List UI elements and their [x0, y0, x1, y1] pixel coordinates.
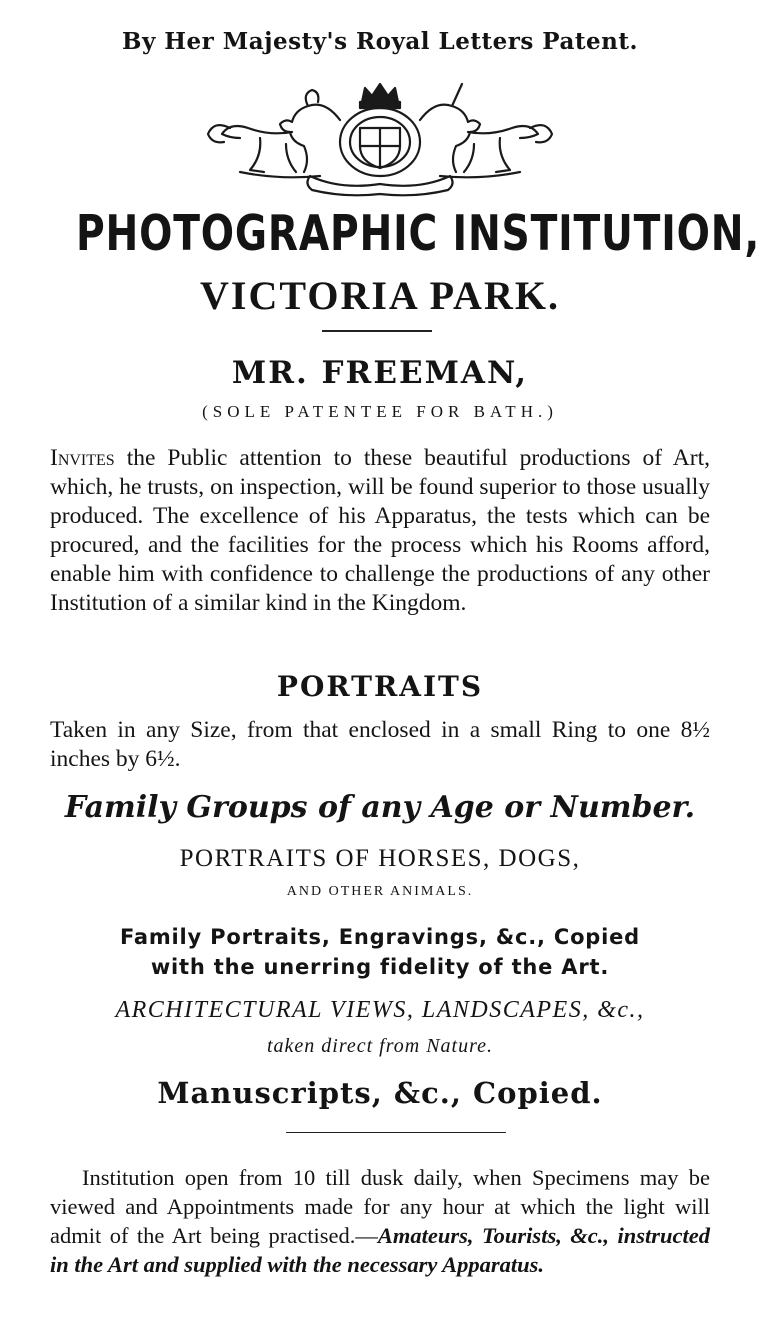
proprietor-role: (SOLE PATENTEE FOR BATH.): [202, 402, 558, 421]
manuscripts-line: Manuscripts, &c., Copied.: [157, 1076, 603, 1110]
royal-coat-of-arms-icon: [200, 80, 560, 198]
intro-paragraph: [50, 444, 710, 618]
closing-text: Institution open from 10 till dusk daily, when Specimens may be viewed and Appointments made for any hour at which the light will admit of the Art being practised.—: [50, 1165, 710, 1248]
portraits-text: Taken in any Size, from that enclosed in a small Ring to one 8½ inches by 6½.: [50, 717, 710, 772]
family-groups-line: Family Groups of any Age or Number.: [64, 790, 696, 825]
patent-line: By Her Majesty's Royal Letters Patent.: [122, 28, 638, 55]
copied-line-1: Family Portraits, Engravings, &c., Copied: [119, 925, 640, 949]
institution-title: PHOTOGRAPHIC INSTITUTION,: [76, 205, 760, 262]
divider: [322, 330, 432, 332]
copied-line-2: with the unerring fidelity of the Art.: [150, 955, 610, 979]
divider: [286, 1132, 506, 1133]
closing-italic-text: Amateurs, Tourists, &c., instructed in the Art and supplied with the necessary Apparatus.: [50, 1223, 711, 1277]
intro-text: the Public attention to these beautiful productions of Art, which, he trusts, on inspection, will be found superior to those usually produced. The excellence of his Apparatus, the tests which can be procured, and the facilities for the process which his Rooms afford, enable him with confidence to challenge the productions of any other Institution of a similar kind in the Kingdom.: [50, 445, 710, 616]
intro-lead-word: Invites: [50, 445, 115, 471]
proprietor-name: MR. FREEMAN,: [231, 355, 529, 391]
portraits-heading: PORTRAITS: [276, 670, 484, 703]
architectural-line: ARCHITECTURAL VIEWS, LANDSCAPES, &c.,: [115, 997, 645, 1023]
nature-line: taken direct from Nature.: [266, 1035, 494, 1057]
closing-paragraph: [50, 1163, 710, 1279]
location-subtitle: VICTORIA PARK.: [200, 273, 560, 318]
animals-line: AND OTHER ANIMALS.: [286, 884, 474, 899]
horses-line: PORTRAITS OF HORSES, DOGS,: [179, 845, 581, 872]
